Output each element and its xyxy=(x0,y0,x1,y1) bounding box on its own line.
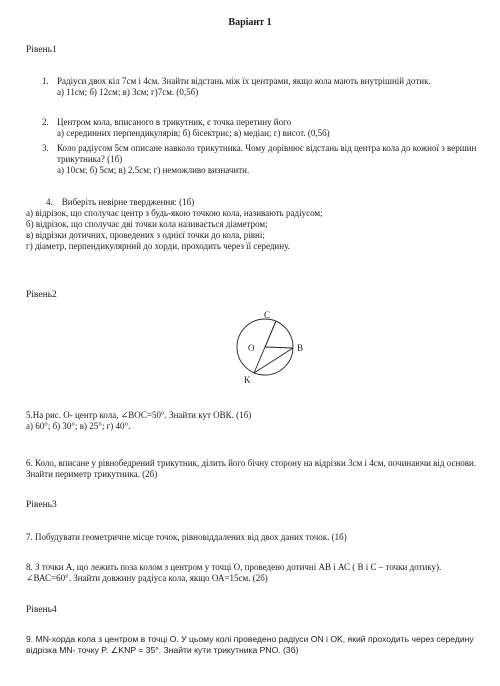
label-c: C xyxy=(264,310,271,320)
option-b: б) відрізок, що сполучає дві точки кола називається діаметром; xyxy=(26,219,268,229)
question-7: 7. Побудувати геометричне місце точок, рівновіддалених від двох даних точок. (1б) xyxy=(26,532,347,542)
radius-oc xyxy=(265,321,276,347)
chord-kb xyxy=(254,348,293,373)
label-k: K xyxy=(244,375,251,385)
label-o: O xyxy=(248,343,255,353)
question-8: 8. З точки А, що лежить поза колом з центром у точці О, проведено дотичні АВ і АС ( В і С – точки дотику). ∠ВАС=60°. Знайти довжину радіуса кола, якщо ОА=15см. (2б) xyxy=(26,562,442,583)
answer-options: а) 11см; б) 12см; в) 3см; г)7см. (0,5б) xyxy=(57,87,199,97)
question-1 xyxy=(42,76,482,98)
question-4 xyxy=(26,197,486,252)
variant-title: Варіант 1 xyxy=(228,17,272,28)
answer-options: а) 10см; б) 5см; в) 2,5см; г) неможливо визначити. xyxy=(57,165,250,175)
level1-heading: Рівень1 xyxy=(26,45,57,55)
question-3 xyxy=(42,143,482,176)
answer-options: а) серединних перпендикулярів; б) бісектрис; в) медіан; г) висот. (0,5б) xyxy=(57,128,330,138)
answer-options: а) 60°; б) 30°; в) 25°; г) 40°. xyxy=(26,421,131,431)
question-number: 1. xyxy=(42,76,49,86)
question-number: 3. xyxy=(42,143,49,153)
label-b: B xyxy=(297,343,304,353)
question-2 xyxy=(42,117,482,139)
circle-figure xyxy=(220,306,310,386)
question-number: 2. xyxy=(42,117,49,127)
question-5 xyxy=(26,410,488,432)
option-c: в) відрізки дотичних, проведених з однієї точки до кола, рівні; xyxy=(26,230,265,240)
level3-heading: Рівень3 xyxy=(26,500,57,510)
option-d: г) діаметр, перпендикулярний до хорди, проходить через її середину. xyxy=(26,241,290,251)
question-text: Виберіть невірне твердження: (1б) xyxy=(61,197,195,207)
option-a: а) відрізок, що сполучає центр з будь-якою точкою кола, називають радіусом; xyxy=(26,208,323,218)
question-6: 6. Коло, вписане у рівнобедрений трикутник, ділить його бічну сторону на відрізки 3см і 4см, починаючи від основи. Знайти периметр трикутника. (2б) xyxy=(26,458,477,479)
question-text: Коло радіусом 5см описане навколо трикутника. Чому дорівнює відстань від центра кола до кожної з вершин трикутника? (1б) xyxy=(57,143,477,164)
question-text: Радіуси двох кіл 7см і 4см. Знайти відстань між їх центрами, якщо кола мають внутрішній дотик. xyxy=(57,76,431,86)
question-number: 4. xyxy=(46,197,53,207)
level2-heading: Рівень2 xyxy=(26,290,57,300)
level4-heading: Рівень4 xyxy=(26,605,57,615)
question-9: 9. MN-хорда кола з центром в точці О. У цьому колі проведено радіуси ON і OK, який проходить через середину відрізка MN- точку P. ∠KNP = 35°. Знайти кути трикутника PNO. (3б) xyxy=(26,634,474,655)
question-text: Центром кола, вписаного в трикутник, є точка перетину його xyxy=(57,117,292,127)
question-4-head xyxy=(46,197,486,208)
question-text: 5.На рис. О- центр кола, ∠ВОС=50°. Знайти кут ОВК. (1б) xyxy=(26,410,252,420)
radius-ob xyxy=(265,347,293,348)
